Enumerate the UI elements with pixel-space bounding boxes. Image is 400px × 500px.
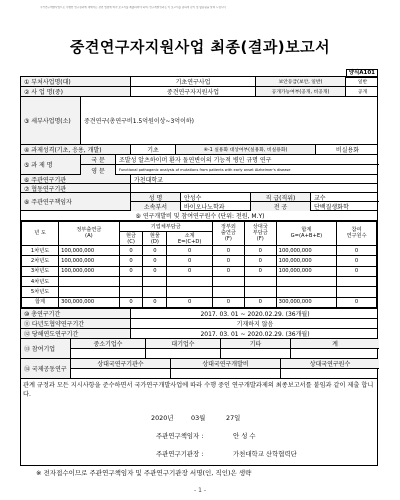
other-gov-cell: 0 <box>212 256 244 266</box>
large-company-count-value <box>146 349 221 359</box>
other-gov-cell: 0 <box>212 297 244 307</box>
submit-month: 03월 <box>191 414 206 422</box>
budget-row-3 <box>22 266 377 276</box>
pi-name-value: 안성수 <box>181 193 251 202</box>
row-principal-investigator <box>21 193 377 211</box>
page-number: - 1 - <box>194 487 206 494</box>
row-international <box>21 359 377 379</box>
row-participating-companies <box>21 339 377 359</box>
subprogram-label: ③ 세부사업명(소) <box>21 97 81 144</box>
pi-department-label: 소속부서 <box>131 202 181 211</box>
partner-budget-label: 상대국연구개발비 <box>171 359 281 369</box>
year-cell: 1차년도 <box>22 245 59 255</box>
row-subprogram <box>21 97 377 145</box>
kind-cell: 0 <box>143 256 167 266</box>
kind-cell <box>143 287 167 297</box>
budget-table-area <box>21 221 377 309</box>
col-cash-header: 현금 (C) <box>119 232 143 245</box>
sme-count-value <box>71 349 146 359</box>
gov-cell <box>59 287 119 297</box>
sub-cell: 0 <box>167 266 213 276</box>
security-grade-value: 일반 <box>357 80 368 85</box>
english-title-value: Functional pathogenic analysis of mutations from patients with early onset Alzheimer's disease <box>119 168 291 172</box>
total-cell <box>276 276 336 286</box>
disclosure-value: 공개 <box>357 90 368 95</box>
program-label: ② 사 업 명(중) <box>21 87 131 96</box>
total-cell <box>276 287 336 297</box>
people-cell: 0 <box>337 297 377 307</box>
korean-title-label: 국 문 <box>81 155 116 165</box>
year-cell: 합계 <box>22 297 59 307</box>
gov-cell: 100,000,000 <box>59 245 119 255</box>
matching-cell: 0 <box>244 297 276 307</box>
principal-investigator-label: ⑧ 주관연구책임자 <box>21 193 131 210</box>
matching-cell <box>244 287 276 297</box>
ministry-program-value: 기초연구사업 <box>131 77 256 86</box>
sub-cell: 0 <box>167 297 213 307</box>
gov-cell <box>59 276 119 286</box>
row-current-period <box>21 329 377 339</box>
row-ministry-program <box>21 77 377 87</box>
company-total-label: 계 <box>291 339 379 349</box>
multiyear-period-label: ⑪ 다년도협약연구기간 <box>21 319 131 328</box>
sme-count-label: 중소기업수 <box>71 339 146 349</box>
multiyear-period-value: 기재하지 않음 <box>236 321 274 328</box>
row-budget-heading <box>21 211 377 221</box>
signature-omitted-note: ※ 전자접수이므로 주관연구책임자 및 주관연구기관장 서명(인, 직인)은 생략 <box>36 469 252 477</box>
matching-cell: 0 <box>244 266 276 276</box>
korean-title-value: 조발성 알츠하이머 환자 돌연변이의 기능적 병인 규명 연구 <box>116 155 379 165</box>
year-cell: 5차년도 <box>22 287 59 297</box>
cooperating-institution-value <box>131 184 379 192</box>
budget-row-4 <box>22 276 377 286</box>
col-people-header: 참여 연구원수 <box>337 222 377 246</box>
pi-sign-name: 안 성 수 <box>233 432 256 440</box>
disclosure-label: 공개가능여부(공개, 비공개) <box>256 87 346 96</box>
page-title: 중견연구자지원사업 최종(결과)보고서 <box>69 38 331 56</box>
form-code-label: 양식A101 <box>346 69 378 78</box>
company-total-value <box>291 349 379 359</box>
year-cell: 2차년도 <box>22 256 59 266</box>
budget-sum-row <box>22 297 377 307</box>
sub-cell <box>167 287 213 297</box>
matching-cell: 0 <box>244 245 276 255</box>
pi-position-label: 직 급(직위) <box>251 193 311 202</box>
submit-day: 27일 <box>226 414 241 422</box>
head-sign-label: 주관연구기관장 : <box>156 450 204 458</box>
submission-statement: 관계 규정과 모든 지시사항을 준수하면서 국가연구개발사업에 따라 수행 중인 연구개발과제의 최종보고서를 붙임과 같이 제출 합니다. <box>23 382 374 398</box>
col-kind-header: 현물 (D) <box>143 232 167 245</box>
budget-row-5 <box>22 287 377 297</box>
row-research-nature <box>21 145 377 155</box>
col-total-header: 합계 G=(A+B+E) <box>276 222 336 246</box>
total-cell: 100,000,000 <box>276 256 336 266</box>
lead-institution-label: ⑥ 주관연구기관 <box>21 175 131 183</box>
year-cell: 4차년도 <box>22 276 59 286</box>
partner-researcher-count-label: 상대국연구원수 <box>281 359 379 369</box>
other-company-count-label: 기타 <box>221 339 291 349</box>
col-year-header: 년 도 <box>22 222 59 246</box>
report-form <box>20 76 378 466</box>
cash-cell <box>119 287 143 297</box>
kind-cell: 0 <box>143 245 167 255</box>
row-lead-institution <box>21 175 377 184</box>
gov-cell: 300,000,000 <box>59 297 119 307</box>
research-nature-label: ④ 과제성격(기초, 응용, 개발) <box>21 145 131 154</box>
gov-cell: 100,000,000 <box>59 266 119 276</box>
budget-header-row <box>22 222 377 232</box>
total-period-value: 2017. 03. 01 ~ 2020.02.29. (36개월) <box>200 311 310 318</box>
people-cell: 0 <box>337 266 377 276</box>
kind-cell: 0 <box>143 266 167 276</box>
people-cell <box>337 287 377 297</box>
row-multiyear-period <box>21 319 377 329</box>
pi-department-value: 바이오나노학과 <box>181 202 251 211</box>
english-title-label: 영 문 <box>81 165 116 175</box>
row-program <box>21 87 377 97</box>
cash-cell: 0 <box>119 245 143 255</box>
matching-cell: 0 <box>244 256 276 266</box>
partner-budget-value <box>171 369 281 379</box>
budget-row-2 <box>22 256 377 266</box>
total-cell: 100,000,000 <box>276 245 336 255</box>
col-other-gov-header: 정부외 출연금 (F) <box>212 222 244 246</box>
cash-cell: 0 <box>119 256 143 266</box>
year-cell: 3차년도 <box>22 266 59 276</box>
ministry-program-label: ① 부처사업명(대) <box>21 77 131 86</box>
matching-cell <box>244 276 276 286</box>
other-gov-cell <box>212 276 244 286</box>
partner-institution-count-label: 상대국연구기관수 <box>71 359 171 369</box>
col-corp-header: 기업체부담금 <box>119 222 212 232</box>
head-sign-name: 가천대학교 산학협력단 <box>233 450 297 458</box>
partner-researcher-count-value <box>281 369 379 379</box>
submission-section <box>21 379 377 467</box>
row-total-period <box>21 309 377 319</box>
budget-row-1 <box>22 245 377 255</box>
total-period-label: ⑩ 총연구기간 <box>21 309 131 318</box>
other-gov-cell: 0 <box>212 245 244 255</box>
people-cell: 0 <box>337 245 377 255</box>
pi-position-value: 교수 <box>311 193 379 202</box>
kind-cell <box>143 276 167 286</box>
partner-institution-count-value <box>71 369 171 379</box>
practical-use-value: 비실용화 <box>335 147 360 154</box>
budget-table <box>21 221 377 308</box>
budget-heading: ⑨ 연구개발비 및 참여연구원수 (단위: 천원, M.Y) <box>135 213 265 220</box>
sub-cell: 0 <box>167 245 213 255</box>
total-cell: 300,000,000 <box>276 297 336 307</box>
lead-institution-value: 가천대학교 <box>134 176 163 183</box>
current-period-value: 2017. 03. 01 ~ 2020.02.29. (36개월) <box>200 331 310 338</box>
row-project-title <box>21 155 377 175</box>
participating-companies-label: ⑬ 참여기업 <box>21 339 71 358</box>
kind-cell: 0 <box>143 297 167 307</box>
pi-sign-label: 주관연구책임자 : <box>156 432 204 440</box>
cash-cell: 0 <box>119 266 143 276</box>
pi-major-label: 전 공 <box>251 202 311 211</box>
privacy-notice: 국가연구개발사업으로 수행한 연구결과에 대해서는 관련 법령에 따라 보고서를 제출하여야 하며, 연구개발성과는 이 보고서를 통하여 관리 및 활용됨을 알려 드립니다 <box>40 6 227 9</box>
international-label: ⑭ 국제공동연구 <box>21 359 71 378</box>
other-gov-cell: 0 <box>212 266 244 276</box>
research-nature-value: 기초 <box>131 145 176 154</box>
col-matching-header: 상대국 부담금 (F) <box>244 222 276 246</box>
gov-cell: 100,000,000 <box>59 256 119 266</box>
large-company-count-label: 대기업수 <box>146 339 221 349</box>
subprogram-value: 중견연구(총연구비1.5억원이상~3억이하) <box>84 118 195 125</box>
col-sub-header: 소계 E=(C+D) <box>167 232 213 245</box>
cooperating-institution-label: ⑦ 협동연구기관 <box>21 184 131 192</box>
sub-cell <box>167 276 213 286</box>
submit-year: 2020년 <box>151 414 174 422</box>
total-cell: 100,000,000 <box>276 266 336 276</box>
project-title-label: ⑤ 과 제 명 <box>21 155 81 174</box>
other-gov-cell <box>212 287 244 297</box>
people-cell: 0 <box>337 256 377 266</box>
other-company-count-value <box>221 349 291 359</box>
people-cell <box>337 276 377 286</box>
current-period-label: ⑫ 당해연도연구기간 <box>21 329 131 338</box>
cash-cell: 0 <box>119 297 143 307</box>
sub-cell: 0 <box>167 256 213 266</box>
cash-cell <box>119 276 143 286</box>
row-cooperating-institution <box>21 184 377 193</box>
pi-name-label: 성 명 <box>131 193 181 202</box>
security-grade-label: 보안등급(보안, 일반) <box>256 77 346 86</box>
col-gov-header: 정부출연금 (A) <box>59 222 119 246</box>
program-value: 중견연구자지원사업 <box>131 87 256 96</box>
practical-use-label: ④-1 실용화 대상여부(실용화, 비실용화) <box>176 145 316 154</box>
pi-major-value: 단백질생화학 <box>314 204 349 211</box>
